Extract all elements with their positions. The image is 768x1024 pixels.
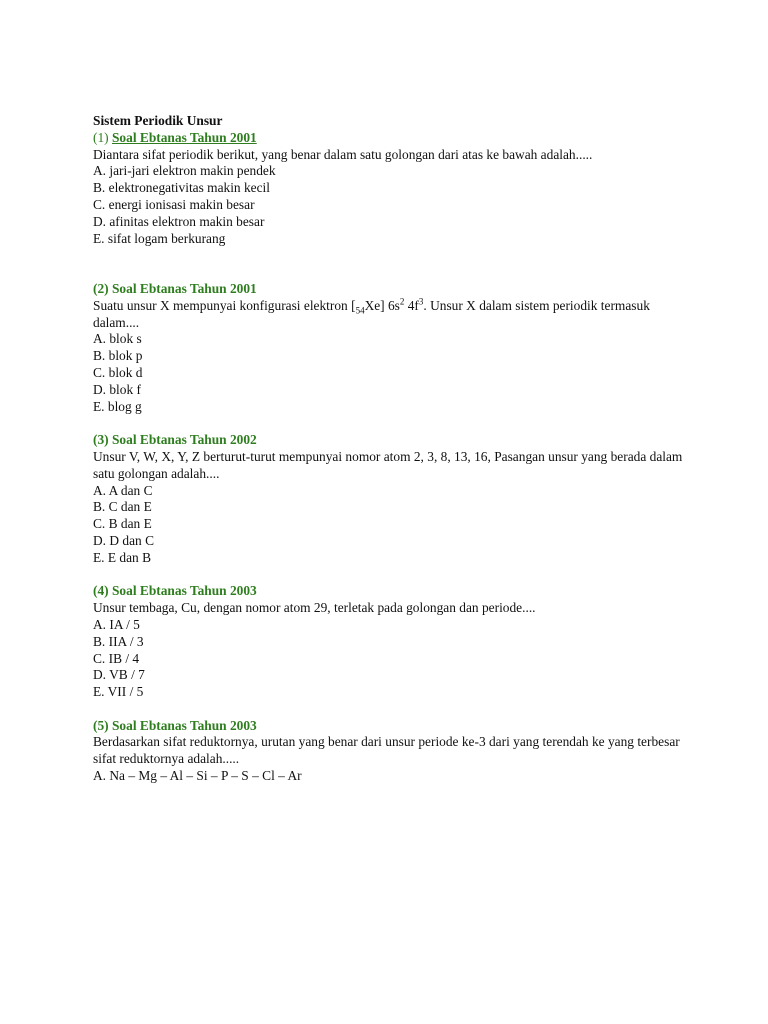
document-page — [93, 113, 693, 785]
option-b: B. IIA / 3 — [93, 633, 144, 649]
question-source: Soal Ebtanas Tahun 2003 — [111, 583, 257, 599]
text-before: Suatu unsur X mempunyai konfigurasi elektron [ — [93, 297, 356, 313]
option-d: D. afinitas elektron makin besar — [93, 213, 265, 229]
question-5 — [93, 718, 693, 785]
question-1 — [93, 130, 693, 248]
option-a: A. blok s — [93, 331, 142, 347]
option-c: C. IB / 4 — [93, 650, 140, 666]
text-after: . Unsur X dalam sistem periodik termasuk dalam.... — [93, 297, 650, 330]
option-e: E. VII / 5 — [93, 684, 144, 700]
spacer — [93, 701, 693, 718]
question-text: Unsur tembaga, Cu, dengan nomor atom 29, terletak pada golongan dan periode.... — [93, 600, 536, 616]
option-b: B. C dan E — [93, 499, 152, 515]
question-source: Soal Ebtanas Tahun 2003 — [111, 717, 257, 733]
question-heading — [93, 130, 693, 147]
spacer — [93, 247, 693, 281]
option-a: A. jari-jari elektron makin pendek — [93, 163, 276, 179]
question-heading — [93, 432, 693, 449]
superscript-f: 3 — [418, 296, 424, 307]
question-number: (5) — [93, 717, 109, 733]
question-source: Soal Ebtanas Tahun 2002 — [111, 432, 257, 448]
question-3 — [93, 432, 693, 566]
superscript-s: 2 — [399, 296, 405, 307]
question-heading — [93, 718, 693, 735]
option-e: E. blog g — [93, 398, 142, 414]
question-number: (4) — [93, 583, 109, 599]
question-text: Diantara sifat periodik berikut, yang benar dalam satu golongan dari atas ke bawah adalah..... — [93, 146, 593, 162]
option-c: C. energi ionisasi makin besar — [93, 196, 255, 212]
option-b: B. blok p — [93, 348, 143, 364]
question-source-link[interactable]: Soal Ebtanas Tahun 2001 — [111, 129, 257, 145]
question-4 — [93, 583, 693, 701]
question-heading — [93, 281, 693, 298]
option-a: A. A dan C — [93, 482, 153, 498]
text-mid: 4f — [404, 297, 419, 313]
atomic-number-subscript: 54 — [355, 305, 365, 316]
question-heading — [93, 583, 693, 600]
text-element: Xe] 6s — [364, 297, 400, 313]
option-d: D. VB / 7 — [93, 667, 145, 683]
question-number: (2) — [93, 280, 109, 296]
question-text — [93, 298, 693, 332]
option-e: E. sifat logam berkurang — [93, 230, 226, 246]
option-a: A. Na – Mg – Al – Si – P – S – Cl – Ar — [93, 768, 302, 784]
question-2 — [93, 281, 693, 415]
option-a: A. IA / 5 — [93, 616, 140, 632]
spacer — [93, 415, 693, 432]
option-b: B. elektronegativitas makin kecil — [93, 180, 271, 196]
question-number: (1) — [93, 129, 109, 145]
option-d: D. blok f — [93, 381, 141, 397]
spacer — [93, 567, 693, 584]
question-number: (3) — [93, 432, 109, 448]
option-c: C. blok d — [93, 364, 143, 380]
question-source: Soal Ebtanas Tahun 2001 — [111, 280, 257, 296]
document-title: Sistem Periodik Unsur — [93, 113, 223, 128]
option-d: D. D dan C — [93, 532, 154, 548]
question-text: Berdasarkan sifat reduktornya, urutan yang benar dari unsur periode ke-3 dari yang terendah ke yang terbesar sifat reduktornya adalah..... — [93, 734, 680, 767]
question-text: Unsur V, W, X, Y, Z berturut-turut mempunyai nomor atom 2, 3, 8, 13, 16, Pasangan unsur yang berada dalam satu golongan adalah.... — [93, 448, 683, 481]
option-c: C. B dan E — [93, 516, 152, 532]
option-e: E. E dan B — [93, 549, 152, 565]
